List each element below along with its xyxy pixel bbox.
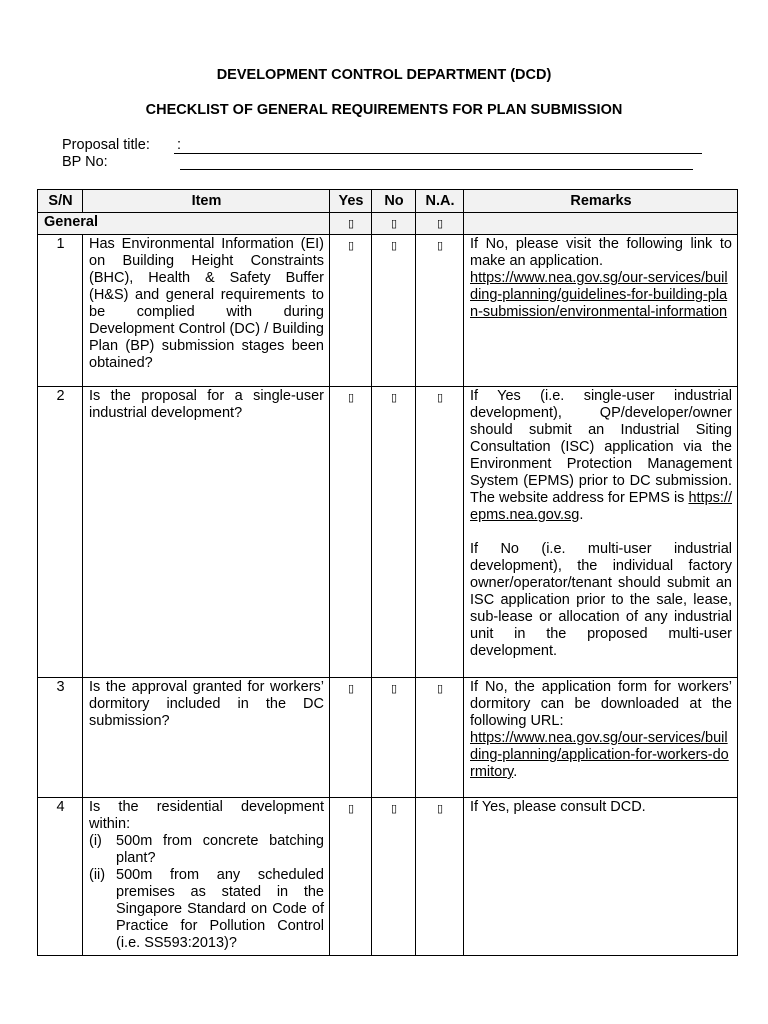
checkbox-yes-icon[interactable]: ▯: [330, 798, 372, 956]
table-row: [38, 798, 738, 956]
sub-list: [89, 833, 324, 952]
section-label: General: [38, 213, 330, 235]
row-sn: 1: [38, 235, 83, 387]
remarks-text: If No, please visit the following link to make an application.: [470, 236, 732, 269]
checkbox-yes-icon[interactable]: ▯: [330, 387, 372, 678]
proposal-title-label: Proposal title:: [62, 137, 150, 153]
remarks-text: If Yes (i.e. single-user industrial development), QP/developer/owner should submit an Industrial Siting Consultation (ISC) application via the Environment Protection Management System (EPMS) prior to DC submission. The website address for EPMS is: [470, 388, 732, 506]
checklist-title: CHECKLIST OF GENERAL REQUIREMENTS FOR PLAN SUBMISSION: [145, 102, 623, 118]
list-marker: (i): [89, 833, 102, 849]
checkbox-no-icon[interactable]: ▯: [372, 678, 416, 798]
list-item: [89, 867, 324, 952]
header-sn: S/N: [38, 190, 83, 213]
table-header-row: [38, 190, 738, 213]
list-item: [89, 833, 324, 867]
remarks-text: If Yes, please consult DCD.: [470, 799, 646, 815]
checkbox-yes-icon[interactable]: ▯: [330, 213, 372, 235]
row-remarks: [464, 387, 738, 678]
remarks-paragraph-2: If No (i.e. multi-user industrial development), the individual factory owner/operator/tenant should submit an ISC application prior to the sale, lease, sub-lease or allocation of any industrial unit in the proposed multi-user development.: [470, 541, 732, 659]
row-sn: 2: [38, 387, 83, 678]
row-item: Has Environmental Information (EI) on Building Height Constraints (BHC), Health & Safety Buffer (H&S) and general requirements to be complied with during Development Control (DC) / Building Plan (BP) submission stages been obtained?: [83, 235, 330, 387]
section-remarks-cell: [464, 213, 738, 235]
header-yes: Yes: [330, 190, 372, 213]
checkbox-na-icon[interactable]: ▯: [416, 798, 464, 956]
bp-no-input-line[interactable]: [180, 169, 693, 170]
workers-dormitory-link[interactable]: https://www.nea.gov.sg/our-services/building-planning/application-for-workers-dormitory: [470, 730, 729, 780]
checkbox-no-icon[interactable]: ▯: [372, 387, 416, 678]
proposal-title-input-line[interactable]: [174, 153, 702, 154]
checklist-table: [37, 189, 738, 956]
row-remarks: [464, 235, 738, 387]
list-text: 500m from concrete batching plant?: [116, 833, 324, 866]
row-remarks: [464, 678, 738, 798]
checkbox-yes-icon[interactable]: ▯: [330, 235, 372, 387]
row-remarks: [464, 798, 738, 956]
checkbox-na-icon[interactable]: ▯: [416, 213, 464, 235]
checkbox-na-icon[interactable]: ▯: [416, 678, 464, 798]
header-remarks: Remarks: [464, 190, 738, 213]
table-row: [38, 387, 738, 678]
row-sn: 4: [38, 798, 83, 956]
row-item-text: Is the residential development within:: [89, 799, 324, 832]
section-row-general: [38, 213, 738, 235]
header-no: No: [372, 190, 416, 213]
remarks-text: If No, the application form for workers’ dormitory can be downloaded at the following URL:: [470, 679, 732, 729]
header-na: N.A.: [416, 190, 464, 213]
checkbox-no-icon[interactable]: ▯: [372, 798, 416, 956]
list-marker: (ii): [89, 867, 106, 883]
proposal-title-colon: :: [177, 137, 182, 153]
checkbox-na-icon[interactable]: ▯: [416, 387, 464, 678]
list-text: 500m from any scheduled premises as stated in the Singapore Standard on Code of Practice for Pollution Control (i.e. SS593:2013)?: [116, 867, 324, 951]
remarks-period: .: [579, 507, 584, 523]
environmental-information-link[interactable]: https://www.nea.gov.sg/our-services/building-planning/guidelines-for-building-plan-submission/environmental-information: [470, 270, 728, 320]
header-item: Item: [83, 190, 330, 213]
checkbox-no-icon[interactable]: ▯: [372, 235, 416, 387]
remarks-period: .: [513, 764, 518, 780]
row-item: Is the approval granted for workers’ dormitory included in the DC submission?: [83, 678, 330, 798]
department-title: DEVELOPMENT CONTROL DEPARTMENT (DCD): [216, 67, 552, 83]
row-sn: 3: [38, 678, 83, 798]
row-item: Is the proposal for a single-user industrial development?: [83, 387, 330, 678]
table-row: [38, 235, 738, 387]
bp-no-label: BP No:: [62, 154, 108, 170]
checkbox-yes-icon[interactable]: ▯: [330, 678, 372, 798]
row-item: [83, 798, 330, 956]
epms-link[interactable]: https://epms.nea.gov.sg: [470, 490, 732, 523]
checkbox-no-icon[interactable]: ▯: [372, 213, 416, 235]
checkbox-na-icon[interactable]: ▯: [416, 235, 464, 387]
table-row: [38, 678, 738, 798]
remarks-paragraph-1: [470, 388, 732, 524]
remarks-link-line: [470, 730, 732, 781]
